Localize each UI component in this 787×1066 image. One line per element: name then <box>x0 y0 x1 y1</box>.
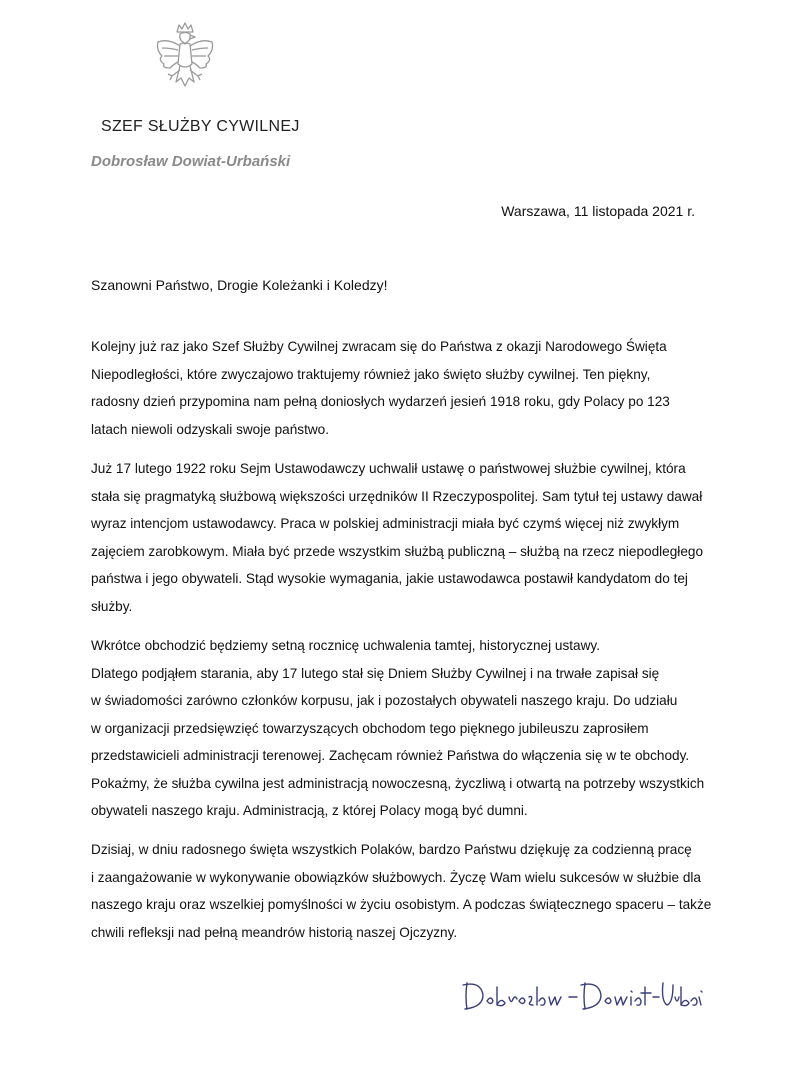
paragraph-line: chwili refleksji nad pełną meandrów historią naszej Ojczyzny. <box>91 924 458 940</box>
paragraph-line: w organizacji przedsięwzięć towarzyszących obchodom tego pięknego jubileuszu zaprosiłem <box>91 720 649 736</box>
paragraph-line: Wkrótce obchodzić będziemy setną rocznicę uchwalenia tamtej, historycznej ustawy. <box>91 638 600 653</box>
paragraph-3 <box>91 632 711 825</box>
paragraph-line: służby. <box>91 598 133 614</box>
salutation: Szanowni Państwo, Drogie Koleżanki i Koledzy! <box>91 277 388 293</box>
paragraph-line: zajęciem zarobkowym. Miała być przede wszystkim służbą publiczną – służbą na rzecz niepodległego <box>91 543 704 559</box>
paragraph-line: Kolejny już raz jako Szef Służby Cywilnej zwracam się do Państwa z okazji Narodowego Święta <box>91 339 667 354</box>
paragraph-line: radosny dzień przypomina nam pełną doniosłych wydarzeń jesień 1918 roku, gdy Polacy po 123 <box>91 394 670 409</box>
paragraph-line: stała się pragmatyką służbową większości urzędników II Rzeczypospolitej. Sam tytuł tej ustawy dawał <box>91 488 703 504</box>
paragraph-line: wyraz intencjom ustawodawcy. Praca w polskiej administracji miała być czymś więcej niż zwykłym <box>91 516 680 531</box>
paragraph-line: w świadomości zarówno członków korpusu, jak i pozostałych obywateli naszego kraju. Do udziału <box>91 693 678 708</box>
paragraph-line: Już 17 lutego 1922 roku Sejm Ustawodawczy uchwalił ustawę o państwowej służbie cywilnej, która <box>91 461 686 476</box>
handwritten-signature <box>455 975 705 1017</box>
paragraph-line: przedstawicieli administracji terenowej. Zachęcam również Państwa do włączenia się w te obchody. <box>91 748 690 763</box>
paragraph-line: państwa i jego obywateli. Stąd wysokie wymagania, jakie ustawodawca postawił kandydatom do tej <box>91 571 688 586</box>
paragraph-line: obywateli naszego kraju. Administracją, z której Polacy mogą być dumni. <box>91 803 528 818</box>
author-name: Dobrosław Dowiat-Urbański <box>91 153 291 170</box>
office-title: SZEF SŁUŻBY CYWILNEJ <box>101 118 300 135</box>
paragraph-line: Niepodległości, które zwyczajowo traktujemy również jako święto służby cywilnej. Ten piękny, <box>91 366 651 382</box>
date-line: Warszawa, 11 listopada 2021 r. <box>501 203 695 219</box>
paragraph-line: Dzisiaj, w dniu radosnego święta wszystkich Polaków, bardzo Państwu dziękuję za codzienną pracę <box>91 842 692 857</box>
paragraph-4 <box>91 836 711 946</box>
paragraph-line: naszego kraju oraz wszelkiej pomyślności w życiu osobistym. A podczas świątecznego spaceru – także <box>91 897 712 912</box>
paragraph-line: latach niewoli odzyskali swoje państwo. <box>91 421 330 437</box>
polish-eagle-emblem-icon <box>150 20 220 94</box>
paragraph-2 <box>91 455 711 620</box>
paragraph-1 <box>91 333 711 443</box>
paragraph-line: i zaangażowanie w wykonywanie obowiązków służbowych. Życzę Wam wielu sukcesów w służbie dla <box>91 869 701 885</box>
paragraph-line: Dlatego podjąłem starania, aby 17 lutego stał się Dniem Służby Cywilnej i na trwałe zapisał się <box>91 665 660 681</box>
paragraph-line: Pokażmy, że służba cywilna jest administracją nowoczesną, życzliwą i otwartą na potrzeby wszystkich <box>91 775 705 791</box>
